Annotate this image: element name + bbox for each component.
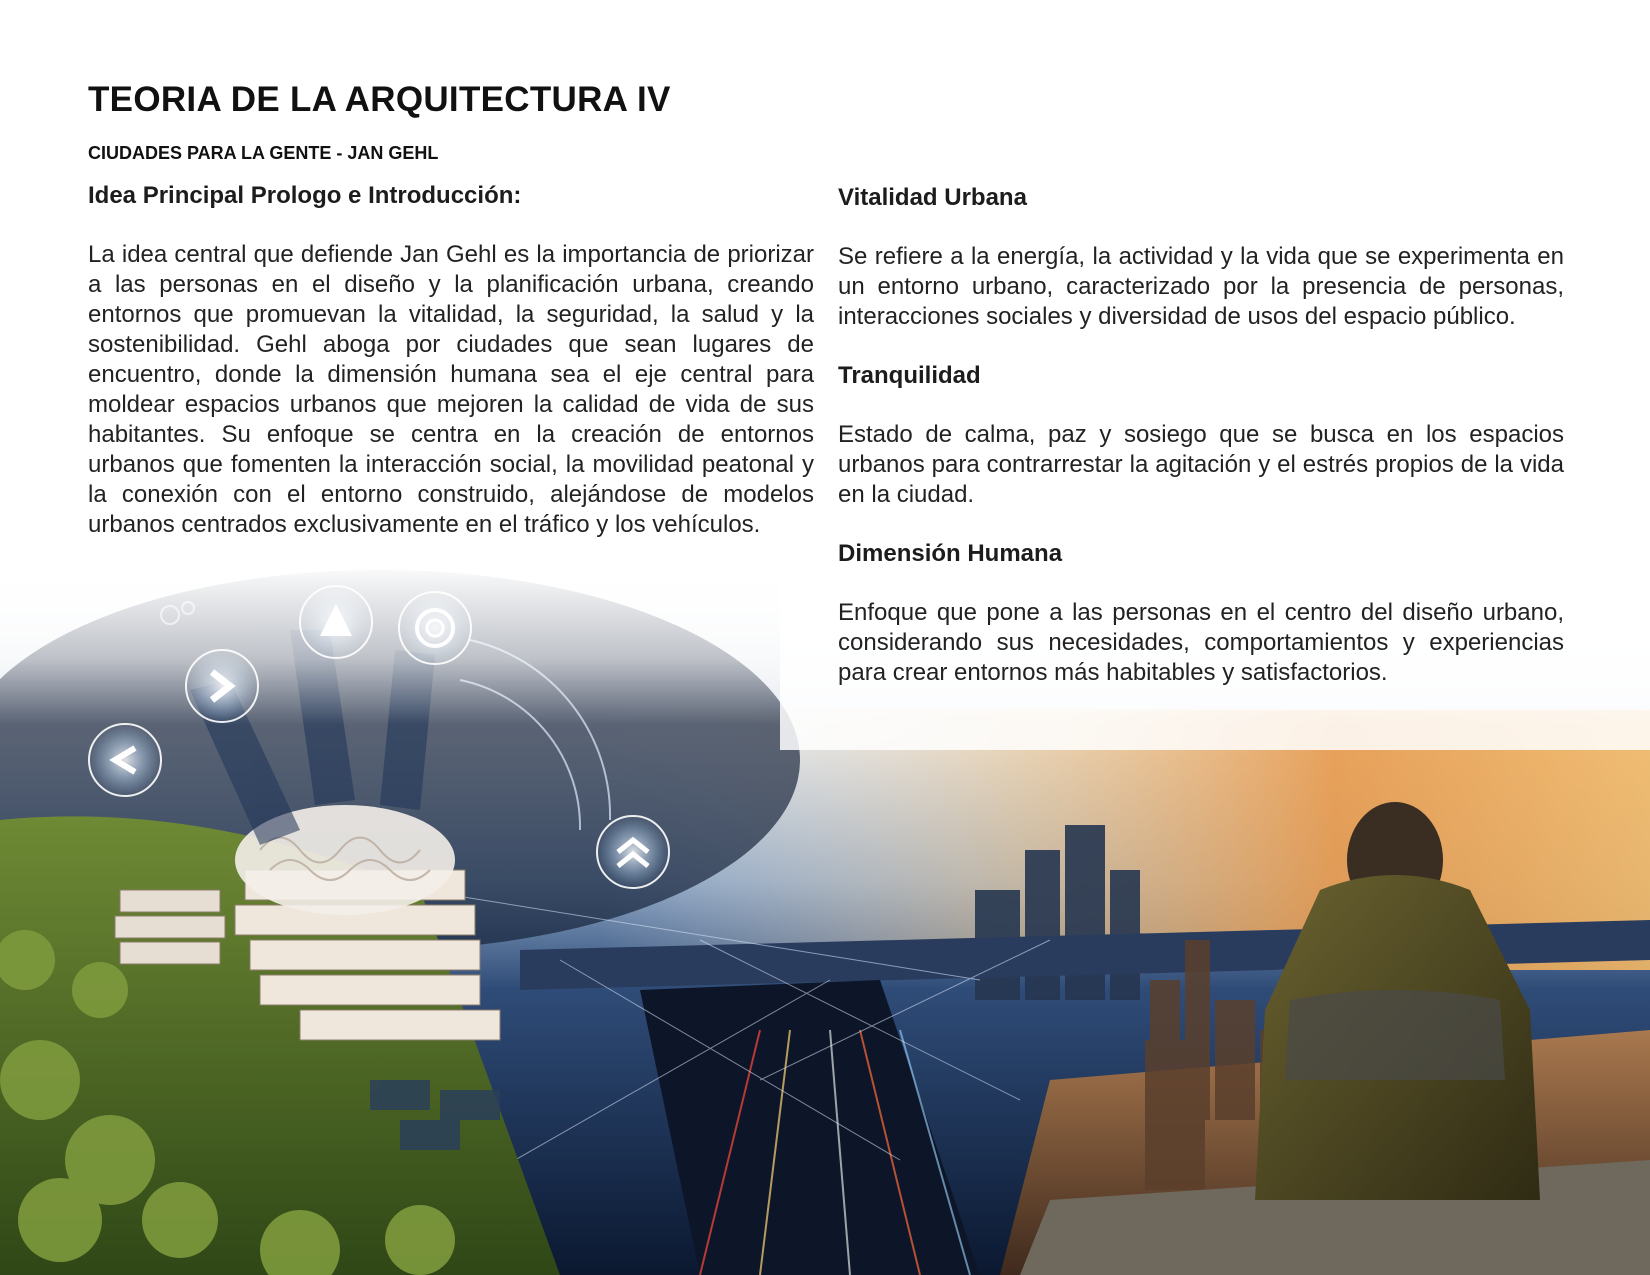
section-heading-vitalidad-urbana: Vitalidad Urbana bbox=[838, 184, 1027, 211]
section-heading-tranquilidad: Tranquilidad bbox=[838, 362, 981, 389]
section-body-vitalidad-urbana: Se refiere a la energía, la actividad y la vida que se experimenta en un entorno urbano, caracterizado por la presencia de personas, interacciones sociales y diversidad de usos del espacio público. bbox=[838, 243, 1564, 330]
section-body-dimension-humana: Enfoque que pone a las personas en el centro del diseño urbano, considerando sus necesidades, comportamientos y experiencias para crear entornos más habitables y satisfactorios. bbox=[838, 599, 1564, 686]
section-body-idea-principal: La idea central que defiende Jan Gehl es la importancia de priorizar a las personas en el diseño y la planificación urbana, creando entornos que promuevan la vitalidad, la seguridad, la salud y la sostenibilidad. Gehl aboga por ciudades que sean lugares de encuentro, donde la dimensión humana sea el eje central para moldear espacios urbanos que mejoren la calidad de vida de sus habitantes. Su enfoque se centra en la creación de entornos urbanos que fomenten la interacción social, la movilidad peatonal y la conexión con el entorno construido, alejándose de modelos urbanos centrados exclusivamente en el tráfico y los vehículos. bbox=[88, 241, 814, 538]
document-title: TEORIA DE LA ARQUITECTURA IV bbox=[88, 80, 671, 119]
section-body-tranquilidad: Estado de calma, paz y sosiego que se busca en los espacios urbanos para contrarrestar la agitación y el estrés propios de la vida en la ciudad. bbox=[838, 421, 1564, 508]
document-subtitle: CIUDADES PARA LA GENTE - JAN GEHL bbox=[88, 143, 439, 163]
section-heading-dimension-humana: Dimensión Humana bbox=[838, 540, 1063, 567]
section-heading-idea-principal: Idea Principal Prologo e Introducción: bbox=[88, 182, 522, 209]
right-column bbox=[838, 182, 1564, 688]
left-column bbox=[88, 180, 814, 540]
